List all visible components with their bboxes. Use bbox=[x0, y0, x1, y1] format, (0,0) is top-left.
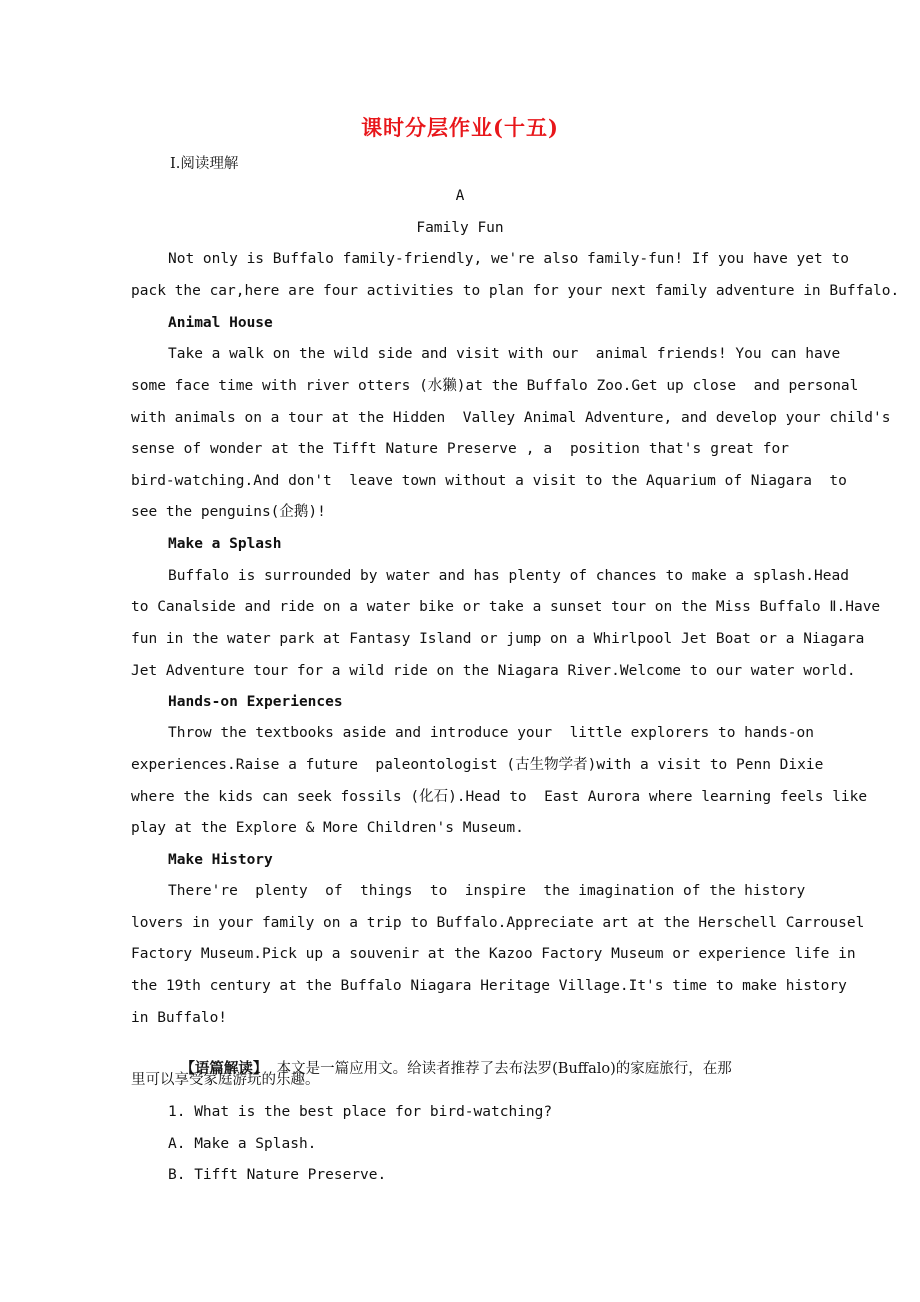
paragraph-line: There're plenty of things to inspire the imagination of the history bbox=[168, 883, 806, 899]
section-heading: Hands-on Experiences bbox=[168, 694, 343, 710]
section-heading: Make a Splash bbox=[168, 536, 282, 552]
paragraph-line: in Buffalo! bbox=[131, 1010, 228, 1026]
paragraph-line: Buffalo is surrounded by water and has plenty of chances to make a splash.Head bbox=[168, 568, 849, 584]
section-heading: Make History bbox=[168, 852, 273, 868]
paragraph-line: Take a walk on the wild side and visit with our animal friends! You can have bbox=[168, 346, 841, 362]
section-label: Ⅰ.阅读理解 bbox=[170, 156, 239, 172]
paragraph-line: Jet Adventure tour for a wild ride on the Niagara River.Welcome to our water world. bbox=[131, 663, 856, 679]
paragraph-line: lovers in your family on a trip to Buffalo.Appreciate art at the Herschell Carrousel bbox=[131, 915, 865, 931]
section-heading: Animal House bbox=[168, 315, 273, 331]
paragraph-line: the 19th century at the Buffalo Niagara Heritage Village.It's time to make history bbox=[131, 978, 847, 994]
question-option: A. Make a Splash. bbox=[168, 1136, 317, 1152]
analysis-label: 【语篇解读】 bbox=[180, 1060, 268, 1077]
paragraph-line: sense of wonder at the Tifft Nature Preserve , a position that's great for bbox=[131, 441, 789, 457]
question-option: B. Tifft Nature Preserve. bbox=[168, 1167, 387, 1183]
analysis-text: 本文是一篇应用文。给读者推荐了去布法罗(Buffalo)的家庭旅行，在那 bbox=[267, 1061, 732, 1077]
paragraph-line: bird-watching.And don't leave town without a visit to the Aquarium of Niagara to bbox=[131, 473, 847, 489]
page-title: 课时分层作业(十五) bbox=[361, 115, 559, 140]
analysis-line: 里可以享受家庭游玩的乐趣。 bbox=[131, 1072, 320, 1088]
passage-title: Family Fun bbox=[416, 220, 504, 236]
passage-label: A bbox=[455, 188, 465, 204]
paragraph-line: experiences.Raise a future paleontologist (古生物学者)with a visit to Penn Dixie bbox=[131, 757, 824, 773]
paragraph-line: Throw the textbooks aside and introduce your little explorers to hands-on bbox=[168, 725, 815, 741]
paragraph-line: with animals on a tour at the Hidden Valley Animal Adventure, and develop your child's bbox=[131, 410, 891, 426]
paragraph-line: Factory Museum.Pick up a souvenir at the Kazoo Factory Museum or experience life in bbox=[131, 946, 856, 962]
paragraph-line: see the penguins(企鹅)! bbox=[131, 504, 326, 520]
intro-line: Not only is Buffalo family-friendly, we're also family-fun! If you have yet to bbox=[168, 251, 849, 267]
paragraph-line: where the kids can seek fossils (化石).Head to East Aurora where learning feels like bbox=[131, 789, 868, 805]
analysis-line bbox=[162, 1039, 842, 1099]
intro-line: pack the car,here are four activities to plan for your next family adventure in Buffalo. bbox=[131, 283, 900, 299]
paragraph-line: play at the Explore & More Children's Museum. bbox=[131, 820, 524, 836]
paragraph-line: to Canalside and ride on a water bike or take a sunset tour on the Miss Buffalo Ⅱ.Have bbox=[131, 599, 881, 615]
paragraph-line: fun in the water park at Fantasy Island or jump on a Whirlpool Jet Boat or a Niagara bbox=[131, 631, 865, 647]
question-stem: 1. What is the best place for bird-watching? bbox=[168, 1104, 553, 1120]
paragraph-line: some face time with river otters (水獭)at the Buffalo Zoo.Get up close and personal bbox=[131, 378, 859, 394]
